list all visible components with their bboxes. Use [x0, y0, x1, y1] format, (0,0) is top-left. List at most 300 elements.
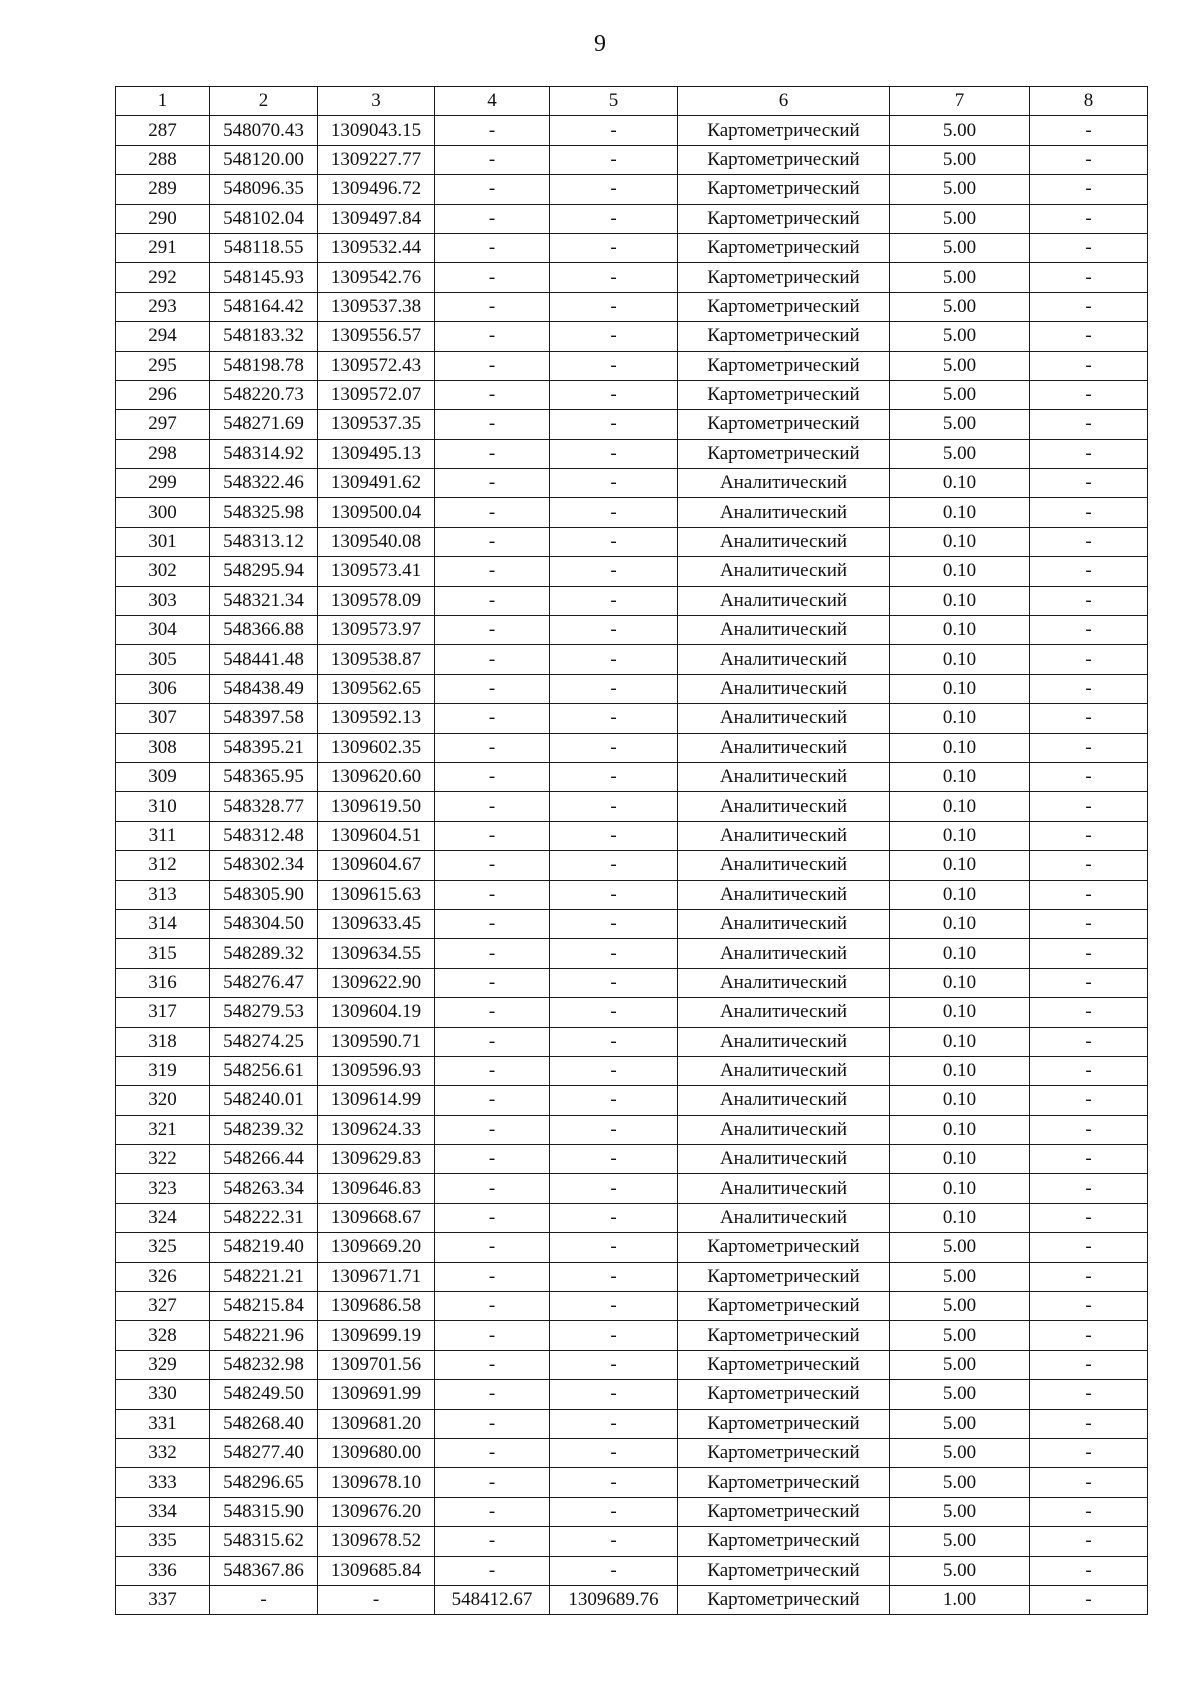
y-coordinate-cell: 1309538.87 — [318, 645, 435, 674]
point-number-cell: 313 — [116, 880, 210, 909]
y-coordinate-cell: 1309681.20 — [318, 1409, 435, 1438]
table-row — [116, 145, 1148, 174]
description-cell: - — [1030, 1556, 1148, 1585]
accuracy-cell: 0.10 — [890, 733, 1030, 762]
y-coordinate-cell: 1309604.67 — [318, 851, 435, 880]
description-cell: - — [1030, 557, 1148, 586]
y-new-cell: - — [550, 1174, 678, 1203]
x-coordinate-cell: 548266.44 — [210, 1145, 318, 1174]
description-cell: - — [1030, 1321, 1148, 1350]
table-row — [116, 733, 1148, 762]
point-number-cell: 302 — [116, 557, 210, 586]
x-new-cell: - — [435, 909, 550, 938]
y-new-cell: - — [550, 616, 678, 645]
x-coordinate-cell: 548315.90 — [210, 1497, 318, 1526]
method-cell: Картометрический — [678, 1527, 890, 1556]
description-cell: - — [1030, 998, 1148, 1027]
description-cell: - — [1030, 1233, 1148, 1262]
table-row — [116, 851, 1148, 880]
description-cell: - — [1030, 792, 1148, 821]
table-row — [116, 645, 1148, 674]
accuracy-cell: 0.10 — [890, 880, 1030, 909]
y-coordinate-cell: 1309562.65 — [318, 674, 435, 703]
method-cell: Аналитический — [678, 674, 890, 703]
y-new-cell: - — [550, 1086, 678, 1115]
x-coordinate-cell: 548314.92 — [210, 439, 318, 468]
y-coordinate-cell: 1309678.52 — [318, 1527, 435, 1556]
column-header: 6 — [678, 87, 890, 116]
description-cell: - — [1030, 1585, 1148, 1614]
description-cell: - — [1030, 175, 1148, 204]
y-coordinate-cell: 1309624.33 — [318, 1115, 435, 1144]
point-number-cell: 292 — [116, 263, 210, 292]
description-cell: - — [1030, 616, 1148, 645]
x-new-cell: - — [435, 821, 550, 850]
y-new-cell: - — [550, 1145, 678, 1174]
x-new-cell: - — [435, 1115, 550, 1144]
description-cell: - — [1030, 645, 1148, 674]
column-header: 5 — [550, 87, 678, 116]
accuracy-cell: 0.10 — [890, 498, 1030, 527]
accuracy-cell: 0.10 — [890, 909, 1030, 938]
x-coordinate-cell: 548274.25 — [210, 1027, 318, 1056]
y-new-cell: - — [550, 998, 678, 1027]
point-number-cell: 327 — [116, 1292, 210, 1321]
table-row — [116, 1056, 1148, 1085]
method-cell: Картометрический — [678, 439, 890, 468]
x-new-cell: - — [435, 1233, 550, 1262]
y-new-cell: - — [550, 1350, 678, 1379]
y-new-cell: - — [550, 880, 678, 909]
point-number-cell: 326 — [116, 1262, 210, 1291]
y-new-cell: - — [550, 233, 678, 262]
method-cell: Аналитический — [678, 557, 890, 586]
description-cell: - — [1030, 1527, 1148, 1556]
description-cell: - — [1030, 733, 1148, 762]
x-new-cell: - — [435, 1262, 550, 1291]
y-new-cell: - — [550, 851, 678, 880]
x-new-cell: - — [435, 1145, 550, 1174]
x-coordinate-cell: 548441.48 — [210, 645, 318, 674]
y-new-cell: - — [550, 733, 678, 762]
y-coordinate-cell: 1309578.09 — [318, 586, 435, 615]
y-coordinate-cell: 1309646.83 — [318, 1174, 435, 1203]
point-number-cell: 297 — [116, 410, 210, 439]
x-coordinate-cell: 548183.32 — [210, 322, 318, 351]
x-coordinate-cell: 548221.21 — [210, 1262, 318, 1291]
y-coordinate-cell: 1309572.07 — [318, 380, 435, 409]
method-cell: Картометрический — [678, 1321, 890, 1350]
x-new-cell: - — [435, 1056, 550, 1085]
y-coordinate-cell: 1309542.76 — [318, 263, 435, 292]
accuracy-cell: 5.00 — [890, 1527, 1030, 1556]
point-number-cell: 330 — [116, 1380, 210, 1409]
x-coordinate-cell: - — [210, 1585, 318, 1614]
method-cell: Аналитический — [678, 792, 890, 821]
accuracy-cell: 5.00 — [890, 233, 1030, 262]
description-cell: - — [1030, 263, 1148, 292]
table-row — [116, 1556, 1148, 1585]
x-new-cell: - — [435, 1527, 550, 1556]
table-row — [116, 469, 1148, 498]
point-number-cell: 334 — [116, 1497, 210, 1526]
accuracy-cell: 0.10 — [890, 821, 1030, 850]
y-coordinate-cell: 1309680.00 — [318, 1438, 435, 1467]
x-new-cell: - — [435, 1174, 550, 1203]
point-number-cell: 324 — [116, 1203, 210, 1232]
y-coordinate-cell: 1309629.83 — [318, 1145, 435, 1174]
table-row — [116, 1468, 1148, 1497]
description-cell: - — [1030, 439, 1148, 468]
x-coordinate-cell: 548219.40 — [210, 1233, 318, 1262]
description-cell: - — [1030, 1056, 1148, 1085]
accuracy-cell: 0.10 — [890, 645, 1030, 674]
y-coordinate-cell: 1309596.93 — [318, 1056, 435, 1085]
table-row — [116, 410, 1148, 439]
x-coordinate-cell: 548367.86 — [210, 1556, 318, 1585]
y-coordinate-cell: 1309537.38 — [318, 292, 435, 321]
point-number-cell: 319 — [116, 1056, 210, 1085]
x-coordinate-cell: 548271.69 — [210, 410, 318, 439]
table-row — [116, 322, 1148, 351]
y-new-cell: - — [550, 1292, 678, 1321]
table-row — [116, 116, 1148, 145]
method-cell: Картометрический — [678, 1380, 890, 1409]
table-row — [116, 998, 1148, 1027]
coordinates-table — [115, 86, 1148, 1615]
x-new-cell: - — [435, 204, 550, 233]
table-row — [116, 586, 1148, 615]
x-coordinate-cell: 548366.88 — [210, 616, 318, 645]
accuracy-cell: 0.10 — [890, 1056, 1030, 1085]
point-number-cell: 318 — [116, 1027, 210, 1056]
y-coordinate-cell: 1309573.41 — [318, 557, 435, 586]
column-header: 1 — [116, 87, 210, 116]
x-new-cell: - — [435, 1086, 550, 1115]
table-row — [116, 1350, 1148, 1379]
accuracy-cell: 0.10 — [890, 586, 1030, 615]
description-cell: - — [1030, 1027, 1148, 1056]
y-coordinate-cell: 1309592.13 — [318, 704, 435, 733]
y-new-cell: - — [550, 1556, 678, 1585]
method-cell: Картометрический — [678, 1350, 890, 1379]
y-coordinate-cell: 1309491.62 — [318, 469, 435, 498]
y-coordinate-cell: 1309500.04 — [318, 498, 435, 527]
y-new-cell: - — [550, 175, 678, 204]
method-cell: Картометрический — [678, 410, 890, 439]
accuracy-cell: 0.10 — [890, 1115, 1030, 1144]
point-number-cell: 288 — [116, 145, 210, 174]
description-cell: - — [1030, 1145, 1148, 1174]
accuracy-cell: 0.10 — [890, 557, 1030, 586]
point-number-cell: 306 — [116, 674, 210, 703]
table-header-row — [116, 87, 1148, 116]
y-coordinate-cell: 1309572.43 — [318, 351, 435, 380]
method-cell: Аналитический — [678, 1203, 890, 1232]
x-new-cell: - — [435, 322, 550, 351]
accuracy-cell: 5.00 — [890, 410, 1030, 439]
y-new-cell: - — [550, 1409, 678, 1438]
description-cell: - — [1030, 351, 1148, 380]
x-new-cell: - — [435, 116, 550, 145]
y-coordinate-cell: 1309622.90 — [318, 968, 435, 997]
x-coordinate-cell: 548296.65 — [210, 1468, 318, 1497]
description-cell: - — [1030, 909, 1148, 938]
column-header: 8 — [1030, 87, 1148, 116]
y-coordinate-cell: 1309615.63 — [318, 880, 435, 909]
point-number-cell: 298 — [116, 439, 210, 468]
method-cell: Аналитический — [678, 1056, 890, 1085]
x-new-cell: - — [435, 851, 550, 880]
method-cell: Аналитический — [678, 939, 890, 968]
point-number-cell: 328 — [116, 1321, 210, 1350]
point-number-cell: 299 — [116, 469, 210, 498]
method-cell: Картометрический — [678, 1497, 890, 1526]
x-coordinate-cell: 548321.34 — [210, 586, 318, 615]
x-new-cell: - — [435, 762, 550, 791]
x-coordinate-cell: 548239.32 — [210, 1115, 318, 1144]
x-new-cell: - — [435, 380, 550, 409]
table-row — [116, 674, 1148, 703]
y-coordinate-cell: 1309619.50 — [318, 792, 435, 821]
x-new-cell: - — [435, 733, 550, 762]
y-coordinate-cell: 1309633.45 — [318, 909, 435, 938]
description-cell: - — [1030, 233, 1148, 262]
description-cell: - — [1030, 762, 1148, 791]
point-number-cell: 320 — [116, 1086, 210, 1115]
description-cell: - — [1030, 880, 1148, 909]
x-new-cell: - — [435, 498, 550, 527]
method-cell: Аналитический — [678, 704, 890, 733]
x-new-cell: - — [435, 1438, 550, 1467]
x-new-cell: - — [435, 351, 550, 380]
x-coordinate-cell: 548145.93 — [210, 263, 318, 292]
y-new-cell: - — [550, 498, 678, 527]
accuracy-cell: 0.10 — [890, 1027, 1030, 1056]
point-number-cell: 296 — [116, 380, 210, 409]
y-new-cell: - — [550, 1438, 678, 1467]
x-coordinate-cell: 548302.34 — [210, 851, 318, 880]
table-row — [116, 1585, 1148, 1614]
method-cell: Аналитический — [678, 909, 890, 938]
x-coordinate-cell: 548325.98 — [210, 498, 318, 527]
table-row — [116, 204, 1148, 233]
method-cell: Аналитический — [678, 645, 890, 674]
description-cell: - — [1030, 1497, 1148, 1526]
description-cell: - — [1030, 1438, 1148, 1467]
table-row — [116, 380, 1148, 409]
y-new-cell: - — [550, 380, 678, 409]
method-cell: Аналитический — [678, 880, 890, 909]
y-coordinate-cell: 1309671.71 — [318, 1262, 435, 1291]
point-number-cell: 332 — [116, 1438, 210, 1467]
y-new-cell: - — [550, 1056, 678, 1085]
method-cell: Аналитический — [678, 1115, 890, 1144]
y-coordinate-cell: 1309699.19 — [318, 1321, 435, 1350]
x-new-cell: - — [435, 175, 550, 204]
x-new-cell: - — [435, 1556, 550, 1585]
y-coordinate-cell: 1309532.44 — [318, 233, 435, 262]
table-row — [116, 1027, 1148, 1056]
x-new-cell: - — [435, 880, 550, 909]
table-row — [116, 292, 1148, 321]
method-cell: Аналитический — [678, 733, 890, 762]
accuracy-cell: 0.10 — [890, 704, 1030, 733]
y-new-cell: - — [550, 1527, 678, 1556]
table-row — [116, 557, 1148, 586]
accuracy-cell: 5.00 — [890, 204, 1030, 233]
x-coordinate-cell: 548313.12 — [210, 527, 318, 556]
y-coordinate-cell: 1309614.99 — [318, 1086, 435, 1115]
description-cell: - — [1030, 821, 1148, 850]
method-cell: Аналитический — [678, 1174, 890, 1203]
table-row — [116, 1292, 1148, 1321]
description-cell: - — [1030, 851, 1148, 880]
x-coordinate-cell: 548232.98 — [210, 1350, 318, 1379]
point-number-cell: 308 — [116, 733, 210, 762]
point-number-cell: 333 — [116, 1468, 210, 1497]
x-new-cell: - — [435, 1380, 550, 1409]
accuracy-cell: 0.10 — [890, 792, 1030, 821]
description-cell: - — [1030, 292, 1148, 321]
y-coordinate-cell: 1309691.99 — [318, 1380, 435, 1409]
point-number-cell: 314 — [116, 909, 210, 938]
x-coordinate-cell: 548096.35 — [210, 175, 318, 204]
table-row — [116, 1262, 1148, 1291]
accuracy-cell: 0.10 — [890, 1086, 1030, 1115]
method-cell: Аналитический — [678, 1027, 890, 1056]
description-cell: - — [1030, 1174, 1148, 1203]
accuracy-cell: 5.00 — [890, 1321, 1030, 1350]
x-new-cell: - — [435, 939, 550, 968]
y-new-cell: - — [550, 1115, 678, 1144]
table-row — [116, 1203, 1148, 1232]
point-number-cell: 322 — [116, 1145, 210, 1174]
x-coordinate-cell: 548198.78 — [210, 351, 318, 380]
y-coordinate-cell: 1309676.20 — [318, 1497, 435, 1526]
method-cell: Картометрический — [678, 1262, 890, 1291]
point-number-cell: 305 — [116, 645, 210, 674]
x-coordinate-cell: 548322.46 — [210, 469, 318, 498]
description-cell: - — [1030, 1292, 1148, 1321]
table-row — [116, 968, 1148, 997]
table-row — [116, 498, 1148, 527]
y-coordinate-cell: 1309227.77 — [318, 145, 435, 174]
point-number-cell: 307 — [116, 704, 210, 733]
point-number-cell: 336 — [116, 1556, 210, 1585]
x-coordinate-cell: 548256.61 — [210, 1056, 318, 1085]
description-cell: - — [1030, 1350, 1148, 1379]
y-coordinate-cell: 1309043.15 — [318, 116, 435, 145]
x-new-cell: - — [435, 1321, 550, 1350]
y-new-cell: - — [550, 469, 678, 498]
y-new-cell: - — [550, 527, 678, 556]
y-coordinate-cell: 1309573.97 — [318, 616, 435, 645]
table-row — [116, 762, 1148, 791]
accuracy-cell: 5.00 — [890, 145, 1030, 174]
y-new-cell: - — [550, 1468, 678, 1497]
y-new-cell: - — [550, 263, 678, 292]
table-row — [116, 1233, 1148, 1262]
accuracy-cell: 5.00 — [890, 322, 1030, 351]
description-cell: - — [1030, 1203, 1148, 1232]
x-new-cell: 548412.67 — [435, 1585, 550, 1614]
y-new-cell: - — [550, 645, 678, 674]
method-cell: Аналитический — [678, 968, 890, 997]
x-new-cell: - — [435, 469, 550, 498]
point-number-cell: 294 — [116, 322, 210, 351]
x-coordinate-cell: 548070.43 — [210, 116, 318, 145]
y-coordinate-cell: 1309602.35 — [318, 733, 435, 762]
table-row — [116, 439, 1148, 468]
table-row — [116, 1115, 1148, 1144]
y-new-cell: - — [550, 1027, 678, 1056]
page-number: 9 — [594, 31, 606, 57]
y-new-cell: - — [550, 351, 678, 380]
accuracy-cell: 5.00 — [890, 1409, 1030, 1438]
x-coordinate-cell: 548276.47 — [210, 968, 318, 997]
method-cell: Аналитический — [678, 586, 890, 615]
point-number-cell: 304 — [116, 616, 210, 645]
description-cell: - — [1030, 380, 1148, 409]
point-number-cell: 321 — [116, 1115, 210, 1144]
x-coordinate-cell: 548215.84 — [210, 1292, 318, 1321]
table-row — [116, 1145, 1148, 1174]
accuracy-cell: 0.10 — [890, 1174, 1030, 1203]
table-row — [116, 233, 1148, 262]
table-row — [116, 351, 1148, 380]
point-number-cell: 309 — [116, 762, 210, 791]
x-coordinate-cell: 548263.34 — [210, 1174, 318, 1203]
accuracy-cell: 0.10 — [890, 1203, 1030, 1232]
method-cell: Картометрический — [678, 1233, 890, 1262]
accuracy-cell: 0.10 — [890, 968, 1030, 997]
x-new-cell: - — [435, 998, 550, 1027]
y-coordinate-cell: 1309604.51 — [318, 821, 435, 850]
x-new-cell: - — [435, 1203, 550, 1232]
x-coordinate-cell: 548312.48 — [210, 821, 318, 850]
method-cell: Картометрический — [678, 175, 890, 204]
y-new-cell: - — [550, 1321, 678, 1350]
y-coordinate-cell: 1309701.56 — [318, 1350, 435, 1379]
method-cell: Картометрический — [678, 292, 890, 321]
description-cell: - — [1030, 204, 1148, 233]
point-number-cell: 300 — [116, 498, 210, 527]
accuracy-cell: 0.10 — [890, 1145, 1030, 1174]
y-new-cell: - — [550, 116, 678, 145]
method-cell: Аналитический — [678, 527, 890, 556]
accuracy-cell: 5.00 — [890, 263, 1030, 292]
x-new-cell: - — [435, 233, 550, 262]
x-coordinate-cell: 548438.49 — [210, 674, 318, 703]
y-new-cell: - — [550, 939, 678, 968]
x-coordinate-cell: 548365.95 — [210, 762, 318, 791]
accuracy-cell: 5.00 — [890, 1556, 1030, 1585]
method-cell: Аналитический — [678, 821, 890, 850]
y-new-cell: - — [550, 1497, 678, 1526]
x-coordinate-cell: 548102.04 — [210, 204, 318, 233]
table-row — [116, 704, 1148, 733]
y-new-cell: - — [550, 1203, 678, 1232]
method-cell: Картометрический — [678, 263, 890, 292]
table-row — [116, 792, 1148, 821]
point-number-cell: 315 — [116, 939, 210, 968]
accuracy-cell: 5.00 — [890, 116, 1030, 145]
x-new-cell: - — [435, 645, 550, 674]
y-coordinate-cell: 1309604.19 — [318, 998, 435, 1027]
table-row — [116, 1321, 1148, 1350]
x-new-cell: - — [435, 292, 550, 321]
